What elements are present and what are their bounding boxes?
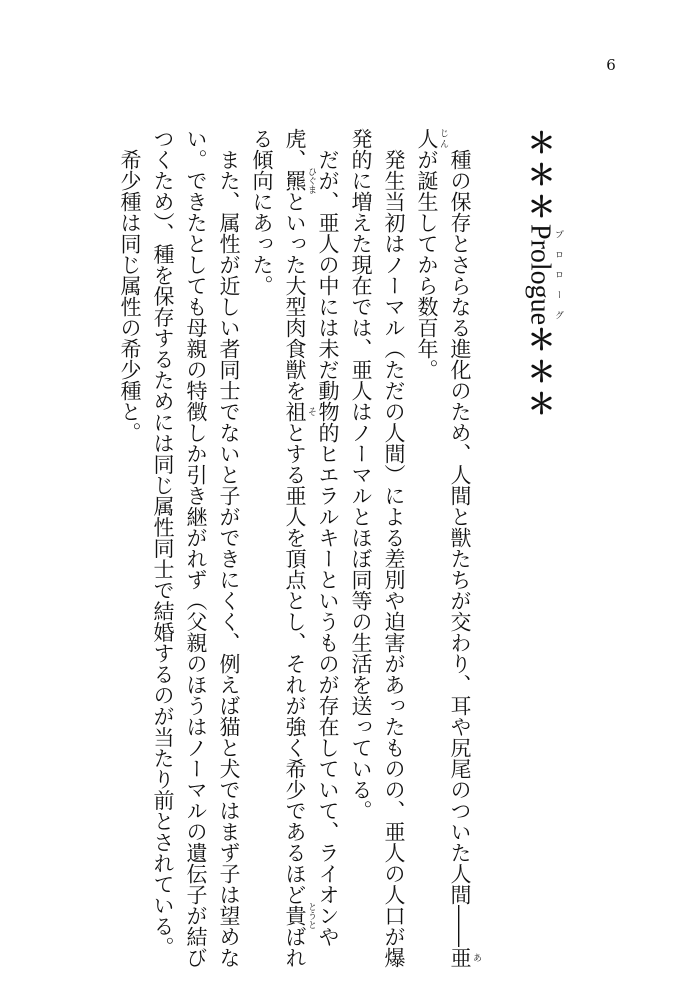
paragraph [344, 128, 410, 978]
ruby-word [415, 128, 448, 149]
text-run: 種の保存とさらなる進化のため、人間と獣たちが交わり、耳や尻尾のついた人間―― [448, 149, 472, 947]
ruby-base: 羆 [283, 167, 307, 194]
title-word: Prologue [524, 224, 556, 326]
title-stars-before: ＊＊＊ [523, 128, 557, 224]
text-run: といった大型肉食獣を [283, 191, 307, 401]
ruby-base: 祖 [283, 401, 307, 422]
ruby-base: 貴 [283, 902, 307, 929]
title-ruby: プロローグ [554, 224, 564, 326]
paragraph [245, 128, 344, 978]
ruby-reading: とうと [306, 902, 316, 929]
text-run: が誕生してから数百年。 [415, 149, 439, 380]
paragraph [410, 128, 481, 978]
text-run: また、属性が近しい者同士でないと子ができにくく、例えば猫と犬ではまず子は望めない。できたとしても母親の特徴しか引き継がれず（父親のほうはノーマルの遺伝子が結びつくため）、種を保存するためには同じ属性同士で結婚するのが当たり前とされている。 [151, 128, 241, 968]
body-text [95, 128, 481, 978]
ruby-reading: そ [306, 401, 316, 422]
paragraph [146, 128, 245, 978]
ruby-word [283, 401, 316, 422]
text-run: 希少種は同じ属性の希少種と。 [118, 149, 142, 443]
ruby-word [448, 947, 481, 968]
title-prologue-word [524, 224, 564, 326]
ruby-reading: あ [471, 947, 481, 968]
ruby-word [283, 902, 316, 929]
page-number: 6 [606, 56, 616, 74]
chapter-title [523, 128, 564, 422]
text-run: 発生当初はノーマル（ただの人間）による差別や迫害があったものの、亜人の人口が爆発的に増えた現在では、亜人はノーマルとほぼ同等の生活を送っている。 [349, 128, 406, 968]
title-stars-after: ＊＊＊ [523, 325, 557, 422]
ruby-reading: ひぐま [306, 167, 316, 194]
text-run: とする亜人を頂点とし、それが強く希少であるほど [283, 422, 307, 905]
text-run: ばれる傾向にあった。 [250, 128, 307, 968]
ruby-base: 人 [415, 128, 439, 149]
ruby-reading: じん [438, 128, 448, 149]
paragraph [113, 128, 146, 978]
text-run: だが、亜人の中には未だ動物的ヒエラルキーというものが存在していて、ライオンや虎、 [283, 128, 340, 947]
ruby-word [283, 167, 316, 194]
ruby-base: 亜 [448, 947, 472, 968]
